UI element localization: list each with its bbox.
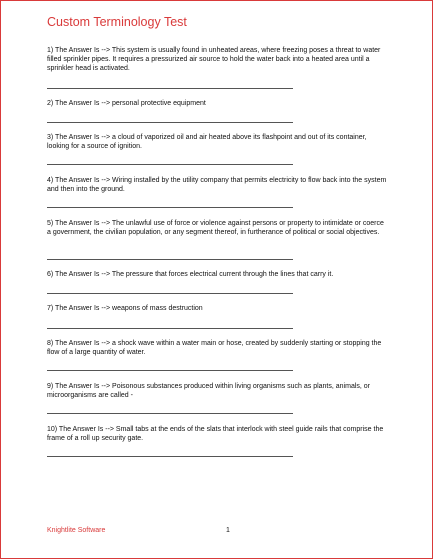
question-6: 6) The Answer Is --> The pressure that forces electrical current through the lines that carry it. <box>47 271 334 278</box>
answer-line-9[interactable] <box>47 413 293 414</box>
answer-line-2[interactable] <box>47 122 293 123</box>
answer-line-10[interactable] <box>47 456 293 457</box>
answer-line-5[interactable] <box>47 259 293 260</box>
answer-line-7[interactable] <box>47 328 293 329</box>
question-2: 2) The Answer Is --> personal protective equipment <box>47 100 206 107</box>
footer-company: Knightlite Software <box>47 527 106 534</box>
question-4: 4) The Answer Is --> Wiring installed by the utility company that permits electricity to flow back into the system and then into the ground. <box>47 177 387 193</box>
question-8: 8) The Answer Is --> a shock wave within a water main or hose, created by suddenly starting or stopping the flow of a large quantity of water. <box>47 340 382 356</box>
question-10: 10) The Answer Is --> Small tabs at the ends of the slats that interlock with steel guide rails that comprise the frame of a roll up security gate. <box>47 426 384 442</box>
question-9: 9) The Answer Is --> Poisonous substances produced within living organisms such as plants, animals, or microorganisms are called - <box>47 383 371 399</box>
answer-line-8[interactable] <box>47 370 293 371</box>
page-title: Custom Terminology Test <box>47 15 187 29</box>
answer-line-1[interactable] <box>47 88 293 89</box>
answer-line-4[interactable] <box>47 207 293 208</box>
question-3: 3) The Answer Is --> a cloud of vaporized oil and air heated above its flashpoint and out of its container, looking for a source of ignition. <box>47 134 367 150</box>
question-7: 7) The Answer Is --> weapons of mass destruction <box>47 305 203 312</box>
footer-page-number: 1 <box>226 527 230 534</box>
question-5: 5) The Answer Is --> The unlawful use of force or violence against persons or property to intimidate or coerce a government, the civilian population, or any segment thereof, in furtherance of political or social objectives. <box>47 220 384 236</box>
answer-line-6[interactable] <box>47 293 293 294</box>
answer-line-3[interactable] <box>47 164 293 165</box>
question-1: 1) The Answer Is --> This system is usually found in unheated areas, where freezing poses a threat to water filled sprinkler pipes. It requires a pressurized air source to hold the water back into a heated area until a sprinkler head is activated. <box>47 47 381 72</box>
